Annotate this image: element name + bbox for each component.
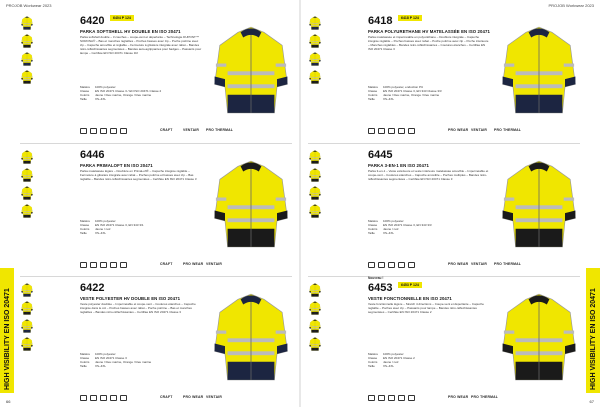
- product-code: 6418: [368, 15, 393, 27]
- wash-icon: [368, 395, 375, 401]
- spec-row: [80, 365, 202, 369]
- brand-logo: CRAFT: [160, 262, 173, 266]
- product-thumbnail[interactable]: [308, 34, 322, 48]
- jacket-illustration: [20, 168, 34, 182]
- spec-row: [80, 232, 202, 236]
- brand-logo: PRO WEAR: [448, 395, 469, 399]
- spec-value: Jaune / bleu marine, Orange / bleu marine: [383, 92, 440, 97]
- main-product-image: [212, 152, 290, 256]
- product-thumbnail[interactable]: [308, 52, 322, 66]
- spec-key: Classe: [368, 222, 378, 227]
- spec-key: Matière: [368, 219, 379, 223]
- spec-value: EN ISO 20471 Classe 3 / EN ISO 20471 Classe 2: [95, 88, 162, 93]
- product-code: 6445: [368, 149, 393, 161]
- main-product-image: [212, 285, 290, 389]
- product-thumbnail[interactable]: [308, 319, 322, 333]
- dry-icon: [388, 128, 395, 134]
- product-specs: [368, 353, 490, 369]
- separator: [308, 276, 580, 277]
- spec-value: Jaune / noir: [383, 359, 399, 364]
- iron-icon: [110, 128, 117, 134]
- dryclean-icon: [408, 262, 415, 268]
- product-thumbnail[interactable]: [20, 16, 34, 30]
- spec-value: XS–4XL: [383, 363, 395, 368]
- jacket-illustration: [308, 16, 322, 30]
- product-thumbnail[interactable]: [20, 283, 34, 297]
- jacket-illustration: [500, 18, 578, 122]
- dry-icon: [100, 262, 107, 268]
- spec-value: 100% polyester: [95, 85, 116, 89]
- spec-value: XS–4XL: [95, 96, 107, 101]
- spec-row: [80, 98, 202, 102]
- spec-value: XS–4XL: [95, 363, 107, 368]
- product-specs: [80, 353, 202, 369]
- thumbnail-column: [308, 283, 322, 351]
- jacket-illustration: [308, 319, 322, 333]
- spec-value: 100% polyester, enduction PU: [383, 85, 424, 89]
- spec-key: Coloris: [368, 226, 378, 231]
- care-icons: [368, 128, 415, 134]
- product-thumbnail[interactable]: [20, 337, 34, 351]
- product-section: [20, 281, 292, 409]
- main-product-image: [500, 152, 578, 256]
- jacket-illustration: [500, 285, 578, 389]
- spec-key: Coloris: [80, 226, 90, 231]
- separator: [308, 143, 580, 144]
- bleach-icon: [90, 395, 97, 401]
- product-thumbnail[interactable]: [20, 34, 34, 48]
- spec-key: Taille: [80, 96, 87, 101]
- product-specs: [368, 220, 490, 236]
- product-code: 6453: [368, 282, 393, 294]
- jacket-illustration: [20, 301, 34, 315]
- product-section: [20, 148, 292, 276]
- brand-logo: VENTAIR: [206, 262, 223, 266]
- main-product-image: [500, 285, 578, 389]
- jacket-illustration: [308, 52, 322, 66]
- bleach-icon: [90, 128, 97, 134]
- care-icons: [80, 128, 127, 134]
- spec-key: Matière: [368, 352, 379, 356]
- jacket-illustration: [212, 285, 290, 389]
- side-band-text-right: HIGH VISIBILITY EN ISO 20471: [590, 288, 597, 390]
- product-thumbnail[interactable]: [308, 168, 322, 182]
- spec-key: Matière: [80, 352, 91, 356]
- product-thumbnail[interactable]: [308, 186, 322, 200]
- product-title: PARKA SOFTSHELL HV DOUBLE EN ISO 20471: [80, 29, 181, 34]
- thumbnail-column: [308, 150, 322, 218]
- spec-key: Classe: [80, 88, 90, 93]
- thumbnail-column: [20, 16, 34, 84]
- header-left: PROJOB Workwear 2023: [6, 3, 52, 8]
- product-badge: 6418 P 124: [398, 15, 422, 21]
- dryclean-icon: [120, 262, 127, 268]
- product-thumbnail[interactable]: [308, 337, 322, 351]
- dryclean-icon: [408, 128, 415, 134]
- jacket-illustration: [308, 186, 322, 200]
- spec-value: XS–4XL: [383, 96, 395, 101]
- spec-value: 100% polyester: [383, 219, 404, 223]
- jacket-illustration: [308, 70, 322, 84]
- product-thumbnail[interactable]: [308, 204, 322, 218]
- spec-key: Classe: [368, 355, 378, 360]
- product-thumbnail[interactable]: [20, 186, 34, 200]
- bleach-icon: [90, 262, 97, 268]
- jacket-illustration: [20, 16, 34, 30]
- jacket-illustration: [308, 301, 322, 315]
- spec-value: XS–4XL: [383, 230, 395, 235]
- spec-value: EN ISO 20471 Classe 2: [383, 355, 415, 360]
- brand-logo: VENTAIR: [471, 262, 488, 266]
- product-section: [20, 14, 292, 142]
- spec-value: Jaune / bleu marine, Orange / bleu marine: [95, 359, 152, 364]
- jacket-illustration: [500, 152, 578, 256]
- product-thumbnail[interactable]: [20, 150, 34, 164]
- jacket-illustration: [212, 152, 290, 256]
- spec-row: [368, 365, 490, 369]
- jacket-illustration: [308, 204, 322, 218]
- brand-logo: PRO WEAR: [183, 395, 204, 399]
- thumbnail-column: [20, 150, 34, 218]
- spec-key: Classe: [80, 222, 90, 227]
- product-description: Veste polyester doublée – Imperméable et coupe-vent – Coutures étanches – Capuche intégrée dans le col – Poches basses avec rabat – Poche poitrine – Bas et manches réglables – Bandes rétro-réfléchissantes – Certifiée EN ISO 20471 Classe 3: [80, 302, 196, 314]
- main-product-image: [212, 18, 290, 122]
- spec-value: 100% polyester: [95, 219, 116, 223]
- main-product-image: [500, 18, 578, 122]
- jacket-illustration: [20, 34, 34, 48]
- product-code: 6446: [80, 149, 105, 161]
- spec-key: Classe: [80, 355, 90, 360]
- product-thumbnail[interactable]: [308, 70, 322, 84]
- spec-key: Taille: [368, 363, 375, 368]
- product-title: PARKA POLYURETHANE HV MATELASSÉE EN ISO 20471: [368, 29, 490, 34]
- product-badge: 6404 P 124: [110, 15, 134, 21]
- product-specs: [80, 220, 202, 236]
- spec-value: 100% polyester: [95, 352, 116, 356]
- product-thumbnail[interactable]: [20, 52, 34, 66]
- care-icons: [80, 395, 127, 401]
- page-number-right: 67: [589, 399, 594, 404]
- jacket-illustration: [308, 150, 322, 164]
- new-tag: Nouveau !: [368, 276, 384, 280]
- product-description: Parka softshell double – 3 couches – coupe-vent et déperlante – Technologie DUPONT™ SORONA® – Bas et manches réglables – Poches basses avec zip – Poche poitrine avec zip – Capuche amovible et réglable – Fermeture à glissière intégrale avec rabat – Bandes rétro-réfléchissantes segmentées – Bandes auto-agrippantes pour badges – Passants pour lampe – Certifiée EN ISO 20471 Classe 3/2: [80, 35, 202, 55]
- spec-value: Jaune / bleu marine, Orange / bleu marine: [95, 92, 152, 97]
- spec-value: EN ISO 20471 Classe 3, EN 343 Classe 3/3: [383, 88, 442, 93]
- spec-row: [368, 232, 490, 236]
- spec-key: Taille: [368, 96, 375, 101]
- brand-logo: PRO WEAR: [448, 262, 469, 266]
- wash-icon: [80, 262, 87, 268]
- jacket-illustration: [20, 150, 34, 164]
- brand-logo: VENTAIR: [471, 128, 488, 132]
- spec-value: EN ISO 20471 Classe 3, EN 343 3/1: [95, 222, 144, 227]
- page-number-left: 66: [6, 399, 11, 404]
- brand-logo: VENTAIR: [183, 128, 200, 132]
- spec-value: Jaune / noir: [383, 226, 399, 231]
- dryclean-icon: [120, 128, 127, 134]
- spec-key: Coloris: [80, 359, 90, 364]
- dry-icon: [100, 128, 107, 134]
- spec-key: Coloris: [80, 92, 90, 97]
- product-section: [308, 148, 580, 276]
- jacket-illustration: [20, 319, 34, 333]
- spec-row: [368, 98, 490, 102]
- iron-icon: [398, 128, 405, 134]
- jacket-illustration: [20, 70, 34, 84]
- product-description: Parka matelassée et imperméable en polyuréthane – Doublure intégrale – Capuche intégrée réglable – Poches basses avec rabat – Poche poitrine avec zip – Poche intérieure – Manches réglables – Bandes rétro-réfléchissantes – Coutures étanches – Certifiée EN ISO 20471 Classe 3: [368, 35, 489, 51]
- spec-key: Taille: [80, 363, 87, 368]
- product-section: [308, 14, 580, 142]
- product-thumbnail[interactable]: [20, 319, 34, 333]
- care-icons: [80, 262, 127, 268]
- jacket-illustration: [212, 18, 290, 122]
- product-description: Veste fonctionnelle légère – Stretch 4 directions – Coupe-vent et déperlante – Capuche réglable – Poches avec zip – Passants pour lampe – Bandes rétro-réfléchissantes segmentées – Certifiée EN ISO 20471 Classe 2: [368, 302, 484, 314]
- brand-logo: VENTAIR: [206, 395, 223, 399]
- care-icons: [368, 262, 415, 268]
- product-thumbnail[interactable]: [20, 70, 34, 84]
- side-band-left: [0, 268, 14, 393]
- header-right: PROJOB Workwear 2023: [548, 3, 594, 8]
- care-icons: [368, 395, 415, 401]
- thumbnail-column: [20, 283, 34, 351]
- side-band-right: [586, 268, 600, 393]
- spec-key: Taille: [368, 230, 375, 235]
- product-description: Parka 3-en-1 – Veste extérieure et veste intérieure matelassée amovible – Imperméable et coupe-vent – Coutures étanches – Capuche amovible – Poches multiples – Bandes rétro-réfléchissantes segmentées – Certifiée EN ISO 20471 Classe 3: [368, 169, 489, 181]
- product-title: PARKA PRIMALOFT EN ISO 20471: [80, 163, 153, 168]
- spec-value: 100% polyester: [383, 352, 404, 356]
- jacket-illustration: [308, 283, 322, 297]
- product-title: PARKA 3-EN-1 EN ISO 20471: [368, 163, 430, 168]
- wash-icon: [80, 128, 87, 134]
- thumbnail-column: [308, 16, 322, 84]
- separator: [20, 276, 292, 277]
- dry-icon: [388, 395, 395, 401]
- jacket-illustration: [308, 337, 322, 351]
- product-description: Parka matelassée légère – Doublure en PrimaLoft® – Capuche intégrée réglable – Fermeture à glissière intégrale avec rabat – Poches poitrine et basses avec zip – Bas réglable – Bandes rétro-réfléchissantes segmentées – Certifiée EN ISO 20471 Classe 3: [80, 169, 197, 181]
- brand-logo: PRO THERMAL: [206, 128, 234, 132]
- brand-logo: PRO THERMAL: [494, 128, 522, 132]
- product-thumbnail[interactable]: [308, 283, 322, 297]
- spec-key: Matière: [368, 85, 379, 89]
- product-specs: [368, 86, 490, 102]
- jacket-illustration: [20, 52, 34, 66]
- product-thumbnail[interactable]: [20, 301, 34, 315]
- product-specs: [80, 86, 202, 102]
- separator: [20, 143, 292, 144]
- product-section: [308, 276, 580, 409]
- wash-icon: [80, 395, 87, 401]
- brand-logo: PRO THERMAL: [494, 262, 522, 266]
- jacket-illustration: [308, 168, 322, 182]
- product-thumbnail[interactable]: [308, 301, 322, 315]
- bleach-icon: [378, 395, 385, 401]
- page-gutter: [299, 0, 301, 407]
- spec-key: Classe: [368, 88, 378, 93]
- jacket-illustration: [20, 283, 34, 297]
- product-code: 6420: [80, 15, 105, 27]
- brand-logo: CRAFT: [160, 395, 173, 399]
- bleach-icon: [378, 262, 385, 268]
- brand-logo: CRAFT: [160, 128, 173, 132]
- product-thumbnail[interactable]: [308, 16, 322, 30]
- wash-icon: [368, 128, 375, 134]
- spec-value: Jaune / noir: [95, 226, 111, 231]
- brand-logo: PRO WEAR: [448, 128, 469, 132]
- brand-logo: PRO WEAR: [183, 262, 204, 266]
- product-code: 6422: [80, 282, 105, 294]
- spec-key: Matière: [80, 85, 91, 89]
- spec-key: Matière: [80, 219, 91, 223]
- spec-key: Taille: [80, 230, 87, 235]
- product-thumbnail[interactable]: [308, 150, 322, 164]
- spec-value: XS–4XL: [95, 230, 107, 235]
- jacket-illustration: [20, 204, 34, 218]
- product-badge: 6453 P 124: [398, 282, 422, 288]
- iron-icon: [110, 395, 117, 401]
- bleach-icon: [378, 128, 385, 134]
- product-title: VESTE FONCTIONNELLE EN ISO 20471: [368, 296, 452, 301]
- jacket-illustration: [308, 34, 322, 48]
- product-title: VESTE POLYESTER HV DOUBLE EN ISO 20471: [80, 296, 181, 301]
- dryclean-icon: [408, 395, 415, 401]
- product-thumbnail[interactable]: [20, 204, 34, 218]
- dry-icon: [100, 395, 107, 401]
- product-thumbnail[interactable]: [20, 168, 34, 182]
- spec-key: Coloris: [368, 92, 378, 97]
- wash-icon: [368, 262, 375, 268]
- spec-value: EN ISO 20471 Classe 3: [95, 355, 127, 360]
- side-band-text: HIGH VISIBILITY EN ISO 20471: [4, 288, 11, 390]
- iron-icon: [398, 262, 405, 268]
- spec-value: EN ISO 20471 Classe 3, EN 343 3/3: [383, 222, 432, 227]
- jacket-illustration: [20, 186, 34, 200]
- iron-icon: [110, 262, 117, 268]
- brand-logo: PRO THERMAL: [471, 395, 499, 399]
- spec-key: Coloris: [368, 359, 378, 364]
- dry-icon: [388, 262, 395, 268]
- jacket-illustration: [20, 337, 34, 351]
- dryclean-icon: [120, 395, 127, 401]
- iron-icon: [398, 395, 405, 401]
